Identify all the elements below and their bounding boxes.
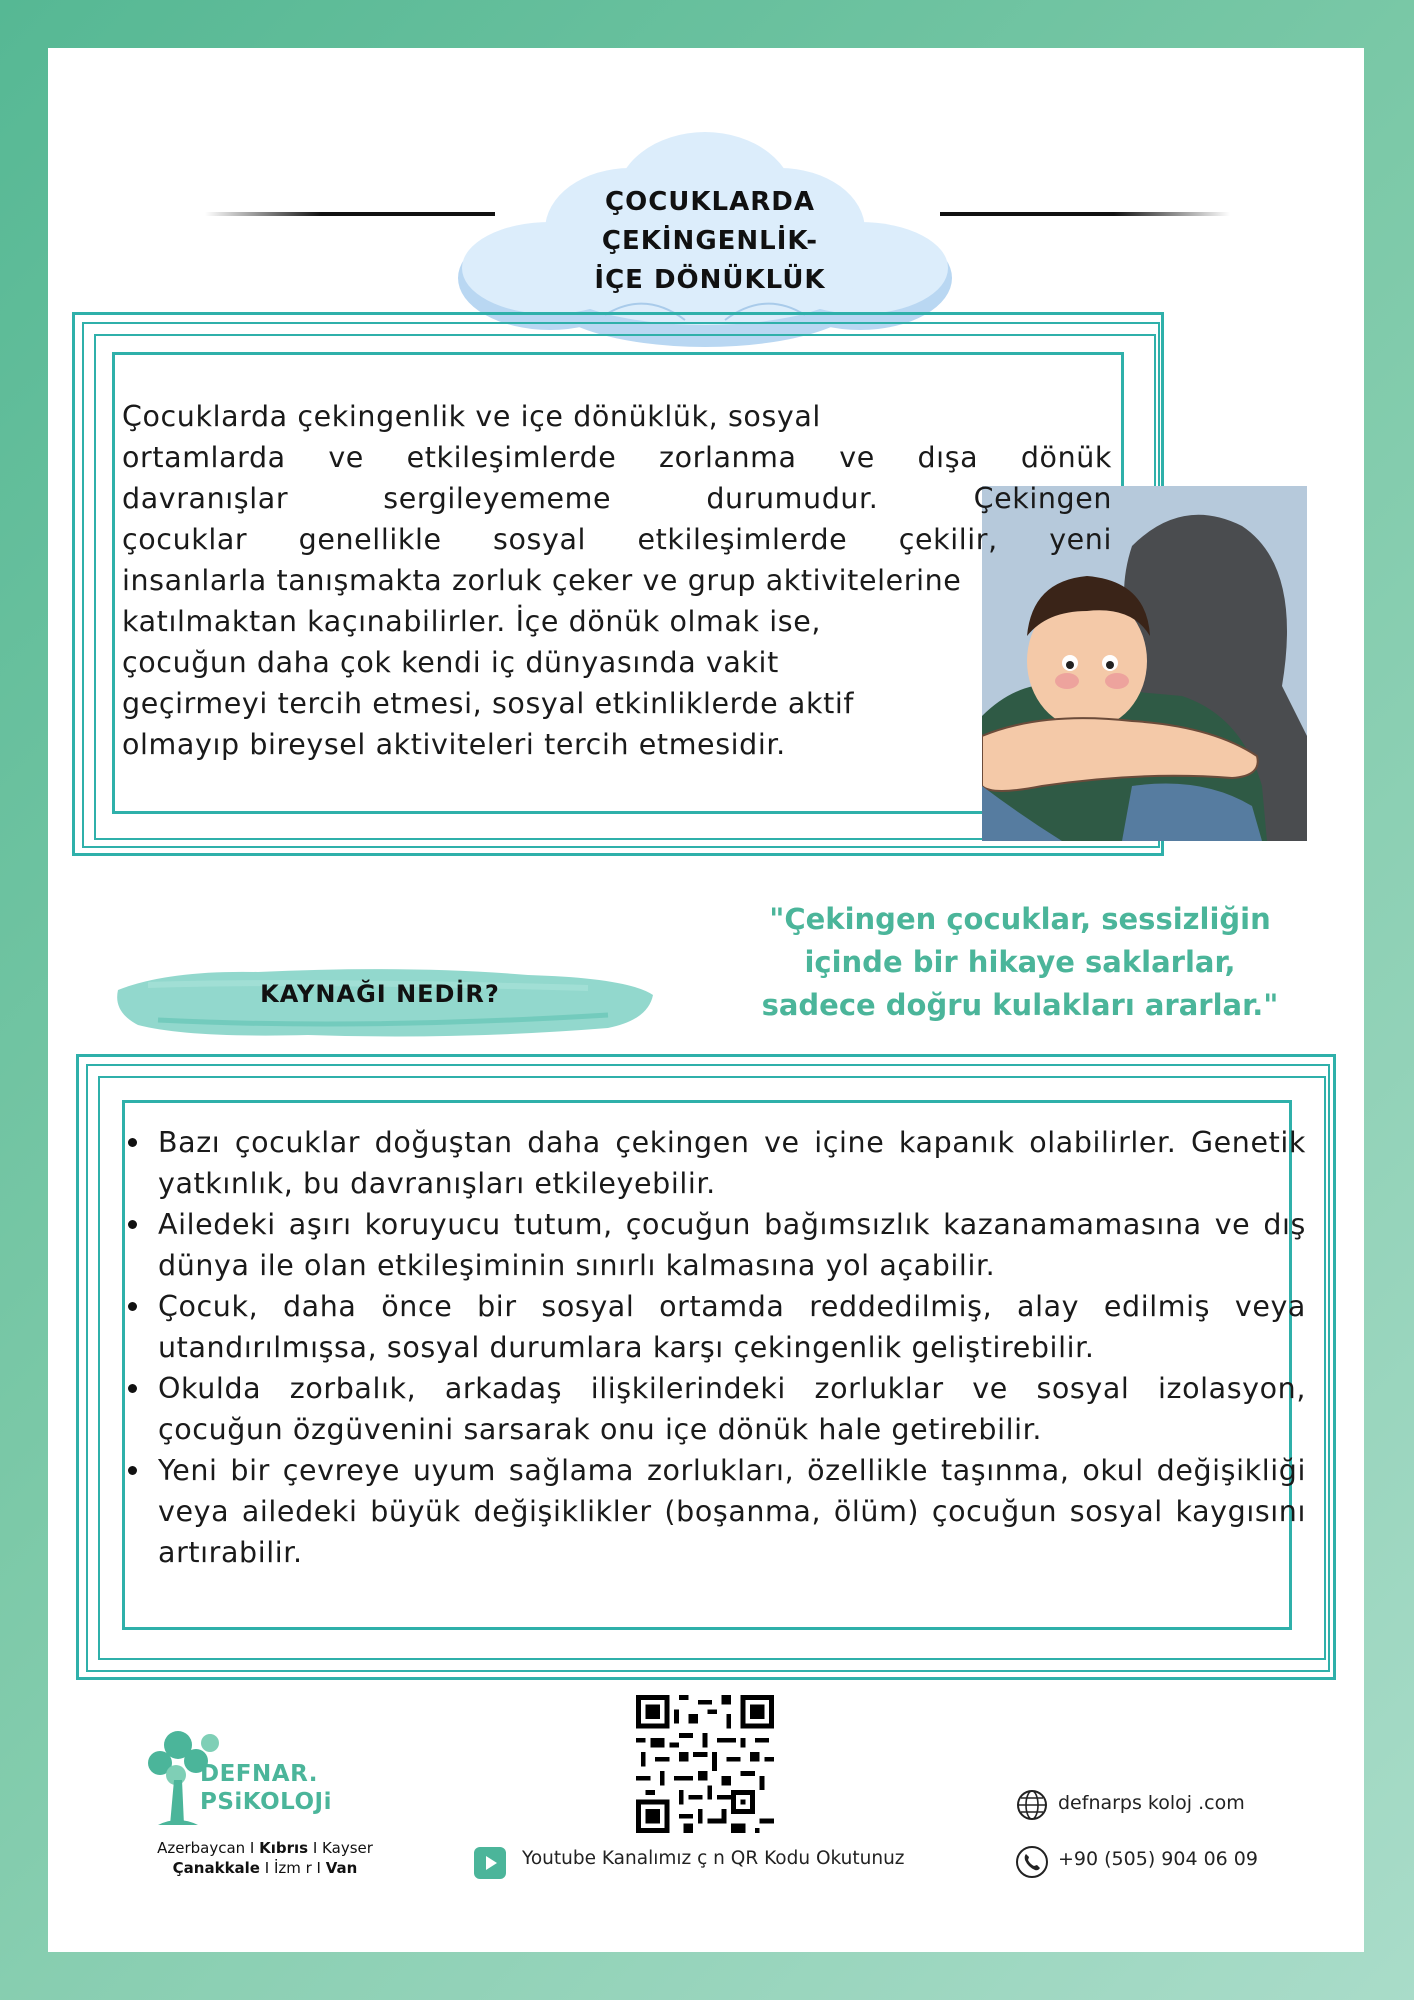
causes-list xyxy=(124,1122,1306,1573)
globe-icon xyxy=(1015,1788,1049,1822)
city-text: I İzm r I xyxy=(259,1859,326,1877)
brand-line-2: PSiKOLOJi xyxy=(200,1789,332,1815)
intro-line: Çocuklarda çekingenlik ve içe dönüklük, sosyal xyxy=(122,400,821,433)
highlight-quote xyxy=(720,898,1320,1027)
locations xyxy=(130,1838,400,1878)
title-divider-left xyxy=(205,212,495,216)
intro-line: davranışlar sergileyememe durumudur. Çekingen xyxy=(122,482,1112,515)
youtube-caption: Youtube Kanalımız ç n QR Kodu Okutunuz xyxy=(522,1848,905,1869)
city-text: Van xyxy=(325,1859,358,1877)
brand-line-1: DEFNAR. xyxy=(200,1761,318,1787)
title-divider-right xyxy=(940,212,1230,216)
page-title xyxy=(555,183,865,300)
city-text: Çanakkale xyxy=(172,1859,260,1877)
intro-line: katılmaktan kaçınabilirler. İçe dönük olmak ise, xyxy=(122,605,821,638)
intro-paragraph xyxy=(122,396,1112,765)
quote-line-1: "Çekingen çocuklar, sessizliğin xyxy=(769,902,1271,936)
phone-number[interactable]: +90 (505) 904 06 09 xyxy=(1058,1848,1258,1870)
section-heading: KAYNAĞI NEDİR? xyxy=(260,980,500,1008)
list-item: Bazı çocuklar doğuştan daha çekingen ve içine kapanık olabilirler. Genetik yatkınlık, bu davranışları etkileyebilir. xyxy=(124,1122,1306,1204)
city-text: Kıbrıs xyxy=(259,1839,309,1857)
city-text: Azerbaycan I xyxy=(157,1839,260,1857)
quote-line-3: sadece doğru kulakları ararlar." xyxy=(761,988,1279,1022)
title-line-1: ÇOCUKLARDA xyxy=(605,187,815,217)
intro-line: geçirmeyi tercih etmesi, sosyal etkinliklerde aktif xyxy=(122,687,854,720)
list-item: Çocuk, daha önce bir sosyal ortamda reddedilmiş, alay edilmiş veya utandırılmışsa, sosyal durumlara karşı çekingenlik geliştirebilir. xyxy=(124,1286,1306,1368)
title-line-3: İÇE DÖNÜKLÜK xyxy=(594,265,826,295)
qr-code[interactable] xyxy=(636,1695,774,1833)
intro-line: ortamlarda ve etkileşimlerde zorlanma ve dışa dönük xyxy=(122,441,1112,474)
list-item: Yeni bir çevreye uyum sağlama zorlukları, özellikle taşınma, okul değişikliği veya ailedeki büyük değişiklikler (boşanma, ölüm) çocuğun sosyal kaygısını artırabilir. xyxy=(124,1450,1306,1573)
title-line-2: ÇEKİNGENLİK- xyxy=(601,226,819,256)
city-text: I Kayser xyxy=(308,1839,373,1857)
quote-line-2: içinde bir hikaye saklarlar, xyxy=(804,945,1236,979)
list-item: Ailedeki aşırı koruyucu tutum, çocuğun bağımsızlık kazanamamasına ve dış dünya ile olan etkileşiminin sınırlı kalmasına yol açabilir. xyxy=(124,1204,1306,1286)
youtube-icon[interactable] xyxy=(474,1847,506,1879)
intro-line: çocuğun daha çok kendi iç dünyasında vakit xyxy=(122,646,779,679)
list-item: Okulda zorbalık, arkadaş ilişkilerindeki zorluklar ve sosyal izolasyon, çocuğun özgüvenini sarsarak onu içe dönük hale getirebilir. xyxy=(124,1368,1306,1450)
intro-line: insanlarla tanışmakta zorluk çeker ve grup aktivitelerine xyxy=(122,564,962,597)
phone-icon xyxy=(1015,1845,1049,1879)
intro-line: olmayıp bireysel aktiviteleri tercih etmesidir. xyxy=(122,728,786,761)
intro-line: çocuklar genellikle sosyal etkileşimlerde çekilir, yeni xyxy=(122,523,1112,556)
website-link[interactable]: defnarps koloj .com xyxy=(1058,1792,1245,1814)
brand-name xyxy=(200,1760,332,1816)
